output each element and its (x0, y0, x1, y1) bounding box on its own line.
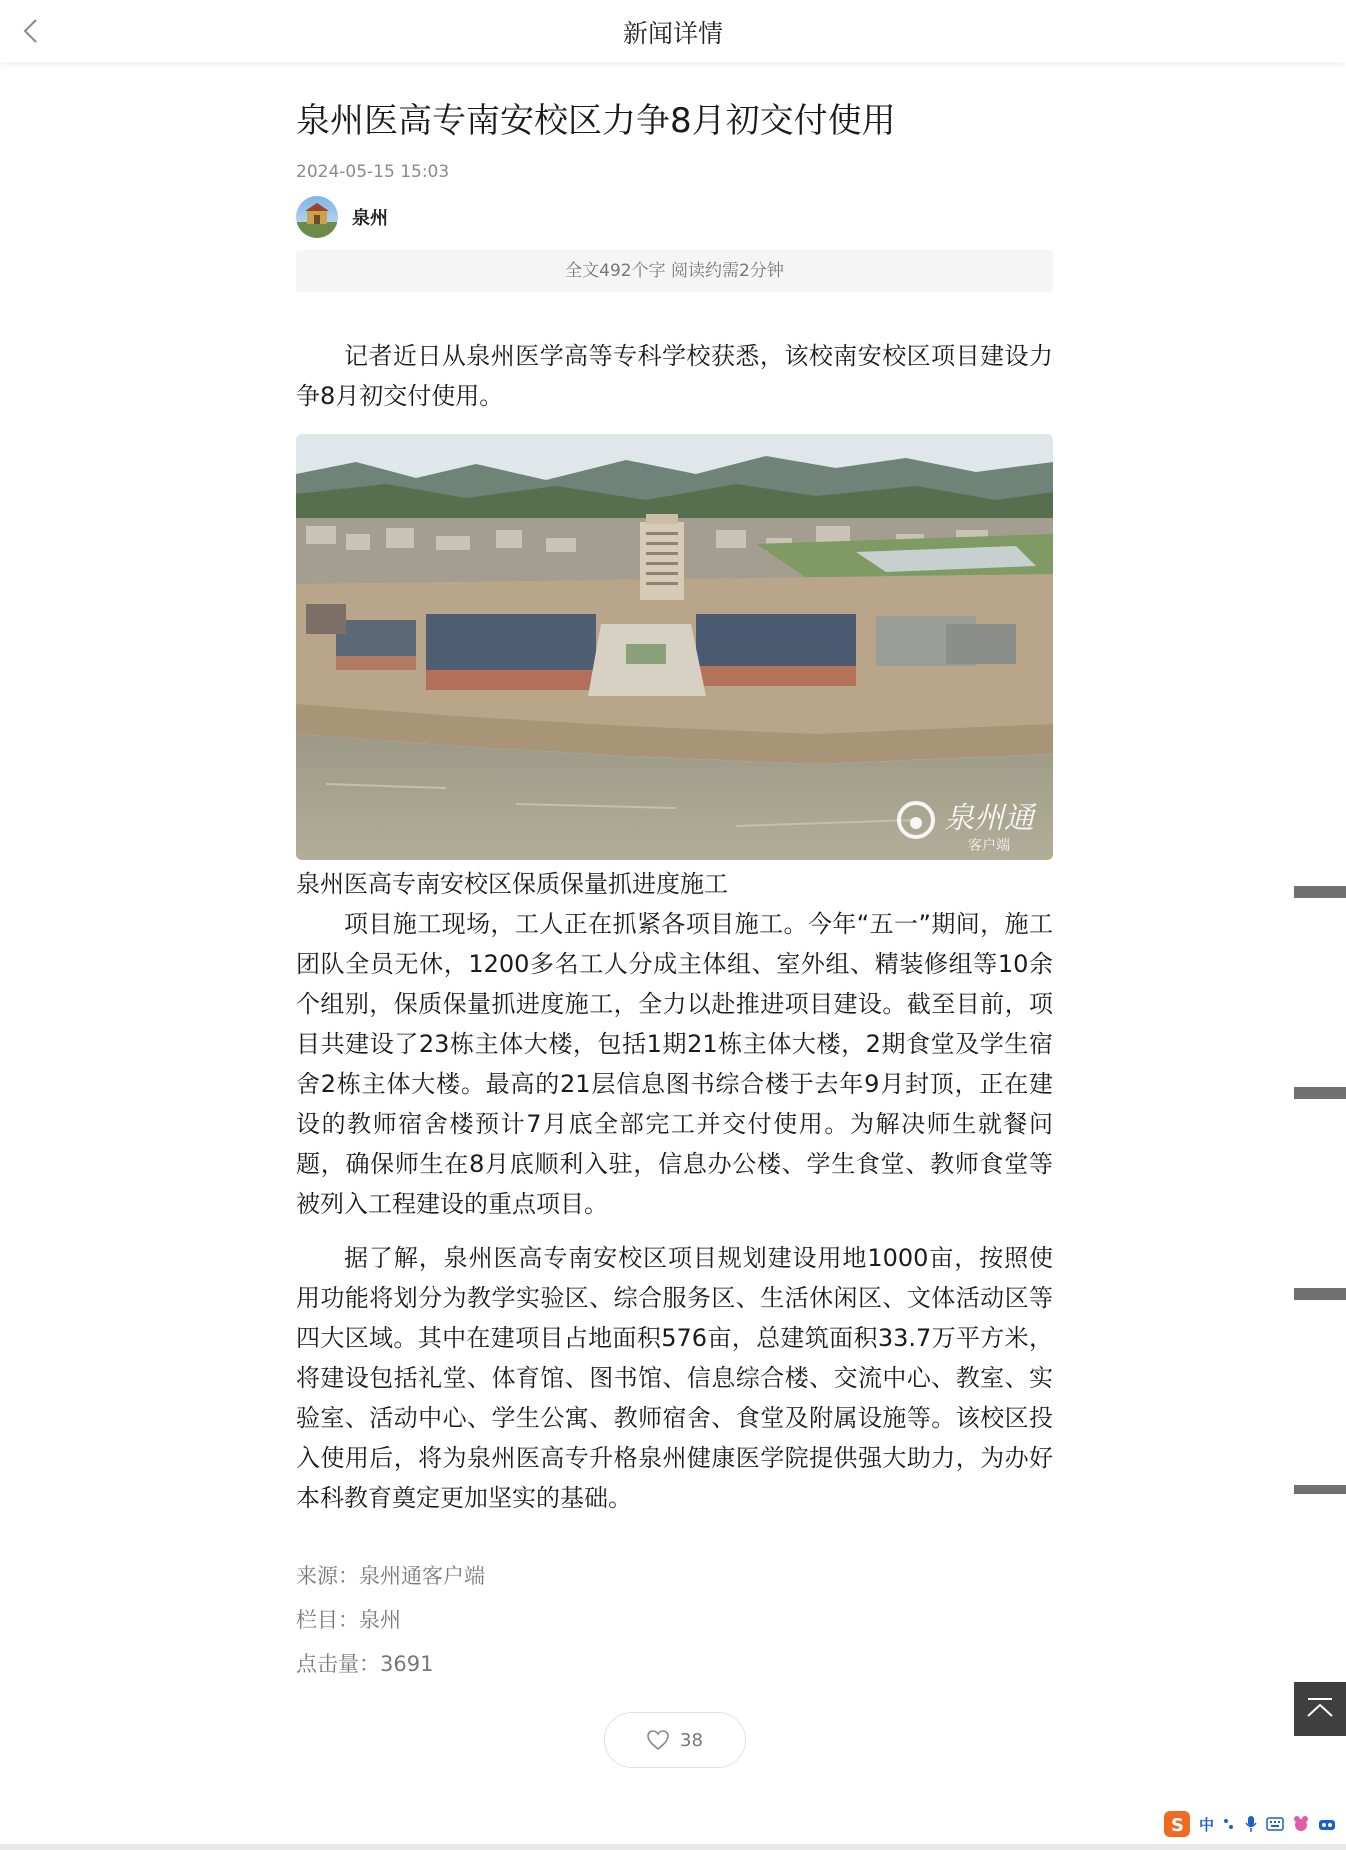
punctuation-icon[interactable] (1222, 1816, 1236, 1832)
skin-icon[interactable] (1292, 1815, 1310, 1833)
article-photo[interactable] (296, 434, 1053, 860)
article-headline: 泉州医高专南安校区力争8月初交付使用 (296, 101, 896, 141)
reading-info-bar: 全文492个字 阅读约需2分钟 (296, 250, 1053, 292)
article (296, 62, 1053, 1768)
like-button[interactable] (604, 1712, 746, 1768)
paragraph-1: 记者近日从泉州医学高等专科学校获悉，该校南安校区项目建设力争8月初交付使用。 (296, 342, 1053, 410)
arrow-up-icon (1294, 1682, 1346, 1736)
ime-language[interactable]: 中 (1198, 1815, 1214, 1834)
watermark-text: 泉州通 (944, 801, 1034, 836)
meta-views: 点击量：3691 (296, 1652, 434, 1676)
keyboard-icon[interactable] (1266, 1817, 1284, 1831)
publish-date: 2024-05-15 15:03 (296, 162, 450, 182)
paragraph-3: 据了解，泉州医高专南安校区项目规划建设用地1000亩，按照使用功能将划分为教学实验区、综合服务区、生活休闲区、文体活动区等四大区域。其中在建项目占地面积576亩，总建筑面积33.7万平方米，将建设包括礼堂、体育馆、图书馆、信息综合楼、交流中心、教室、实验室、活动中心、学生公寓、教师宿舍、食堂及附属设施等。该校区投入使用后，将为泉州医高专升格泉州健康医学院提供强大助力，为办好本科教育奠定更加坚实的基础。 (296, 1244, 1053, 1512)
bottom-divider (0, 1844, 1346, 1850)
author-name[interactable]: 泉州 (352, 208, 388, 229)
toolbox-icon[interactable] (1318, 1816, 1336, 1832)
microphone-icon[interactable] (1244, 1815, 1258, 1833)
side-tab-1[interactable] (1294, 886, 1346, 898)
photo-caption: 泉州医高专南安校区保质保量抓进度施工 (296, 870, 728, 898)
top-bar (0, 0, 1346, 62)
svg-text:S: S (1170, 1815, 1184, 1836)
watermark-subtext: 客户端 (968, 838, 1010, 854)
side-tab-4[interactable] (1294, 1485, 1346, 1494)
article-meta (296, 1554, 1053, 1686)
back-to-top-button[interactable] (1294, 1682, 1346, 1736)
avatar[interactable] (296, 196, 338, 238)
meta-source: 来源：泉州通客户端 (296, 1564, 485, 1588)
ime-toolbar (1163, 1810, 1336, 1838)
meta-column: 栏目：泉州 (296, 1608, 401, 1632)
like-count: 38 (680, 1729, 703, 1751)
sogou-logo-icon[interactable] (1163, 1810, 1191, 1838)
page-title: 新闻详情 (622, 19, 723, 48)
paragraph-2: 项目施工现场，工人正在抓紧各项目施工。今年“五一”期间，施工团队全员无休，1200多名工人分成主体组、室外组、精装修组等10余个组别，保质保量抓进度施工，全力以赴推进项目建设。截至目前，项目共建设了23栋主体大楼，包括1期21栋主体大楼，2期食堂及学生宿舍2栋主体大楼。最高的21层信息图书综合楼于去年9月封顶，正在建设的教师宿舍楼预计7月底全部完工并交付使用。为解决师生就餐问题，确保师生在8月底顺利入驻，信息办公楼、学生食堂、教师食堂等被列入工程建设的重点项目。 (296, 910, 1053, 1218)
author-row (296, 196, 1053, 238)
side-tab-2[interactable] (1294, 1087, 1346, 1099)
heart-icon (646, 1729, 670, 1751)
side-tab-3[interactable] (1294, 1288, 1346, 1300)
